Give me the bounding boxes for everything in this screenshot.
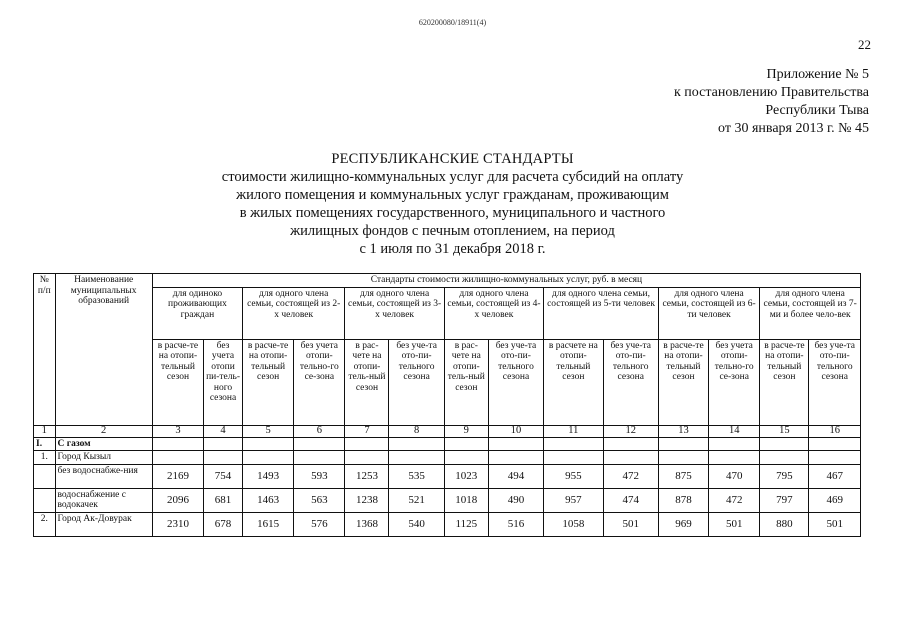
title-heading: РЕСПУБЛИКАНСКИЕ СТАНДАРТЫ [331,151,574,167]
table-cell: 795 [760,464,809,488]
appendix-block [674,66,869,138]
table-cell: 1125 [444,512,488,536]
row-number [34,464,56,488]
column-number: 4 [204,425,243,437]
subcolumn-header: в рас-чете на отопи-тель-ный сезон [345,339,389,425]
subcolumn-header: в рас-чете на отопи-тель-ный сезон [444,339,488,425]
column-number: 1 [34,425,56,437]
table-row [34,464,861,488]
table-cell: 470 [709,464,760,488]
header-row-subcolumns [34,339,861,425]
table-row [34,512,861,536]
subcolumn-header: без уче-та ото-пи-тельного сезона [809,339,861,425]
table-cell: 1238 [345,488,389,512]
subcolumn-header: в расче-те на отопи-тельный сезон [760,339,809,425]
column-number: 10 [488,425,543,437]
appendix-line-3: Республики Тыва [765,103,869,118]
table-cell: 681 [204,488,243,512]
table-cell: 1018 [444,488,488,512]
row-name: Город Ак-Довурак [55,512,152,536]
subcolumn-header: без учета отопи-тельно-го се-зона [709,339,760,425]
group-header: для одного члена семьи, состоящей из 4-х человек [444,287,543,339]
appendix-line-4: от 30 января 2013 г. № 45 [718,121,869,136]
table-cell: 678 [204,512,243,536]
table-cell: 490 [488,488,543,512]
table-cell: 501 [603,512,658,536]
column-number: 7 [345,425,389,437]
column-number: 8 [389,425,444,437]
header-name: Наименование муниципальных образований [55,274,152,426]
group-header: для одиноко проживающих граждан [152,287,242,339]
table-cell: 469 [809,488,861,512]
table-cell: 540 [389,512,444,536]
header-row-groups [34,287,861,339]
table-cell: 878 [658,488,708,512]
title-line-5: с 1 июля по 31 декабря 2018 г. [359,241,546,257]
table-cell: 1368 [345,512,389,536]
table-cell: 474 [603,488,658,512]
title-line-3: в жилых помещениях государственного, муниципального и частного [239,205,666,221]
subcolumn-header: без учета отопи-тельно-го се-зона [294,339,345,425]
subcolumn-header: в расче-те на отопи-тельный сезон [242,339,293,425]
column-number: 6 [294,425,345,437]
header-number: № п/п [34,274,56,426]
table-cell: 1493 [242,464,293,488]
table-cell: 1058 [544,512,603,536]
table-cell: 797 [760,488,809,512]
table-cell: 576 [294,512,345,536]
city-number: 1. [34,451,56,465]
column-number: 15 [760,425,809,437]
appendix-line-1: Приложение № 5 [766,67,869,82]
column-number: 14 [709,425,760,437]
page-number: 22 [858,37,871,52]
header-standards: Стандарты стоимости жилищно-коммунальных услуг, руб. в месяц [152,274,860,288]
subcolumn-header: без уче-та ото-пи-тельного сезона [603,339,658,425]
group-header: для одного члена семьи, состоящей из 6-ти человек [658,287,759,339]
table-cell: 494 [488,464,543,488]
column-number: 16 [809,425,861,437]
section-number: I. [34,437,56,451]
document-number: 620200080/18911(4) [418,18,487,27]
row-name: без водоснабже-ния [55,464,152,488]
row-number [34,488,56,512]
table-cell: 535 [389,464,444,488]
document-title [0,150,905,258]
row-number: 2. [34,512,56,536]
section-row [34,437,861,451]
table-cell: 1253 [345,464,389,488]
column-number: 5 [242,425,293,437]
subcolumn-header: без учета отопи пи-тель-ного сезона [204,339,243,425]
table-cell: 593 [294,464,345,488]
group-header: для одного члена семьи, состоящей из 3-х человек [345,287,444,339]
table-cell: 1463 [242,488,293,512]
column-number: 12 [603,425,658,437]
table-cell: 2310 [152,512,203,536]
appendix-line-2: к постановлению Правительства [673,85,869,100]
table-cell: 501 [809,512,861,536]
group-header: для одного члена семьи, состоящей из 5-ти человек [544,287,659,339]
column-number: 13 [658,425,708,437]
table-cell: 969 [658,512,708,536]
table-cell: 1023 [444,464,488,488]
header-row-1 [34,274,861,288]
table-row [34,488,861,512]
table-cell: 880 [760,512,809,536]
table-cell: 957 [544,488,603,512]
subcolumn-header: без уче-та ото-пи-тельного сезона [389,339,444,425]
subcolumn-header: в расче-те на отопи-тельный сезон [152,339,203,425]
table-cell: 754 [204,464,243,488]
city-row [34,451,861,465]
standards-table [33,273,861,537]
column-number: 11 [544,425,603,437]
title-line-2: жилого помещения и коммунальных услуг гражданам, проживающим [236,187,669,203]
table-cell: 516 [488,512,543,536]
subcolumn-header: в расче-те на отопи-тельный сезон [658,339,708,425]
title-line-4: жилищных фондов с печным отоплением, на период [290,223,615,239]
table-cell: 472 [603,464,658,488]
title-line-1: стоимости жилищно-коммунальных услуг для расчета субсидий на оплату [221,169,684,185]
table-cell: 501 [709,512,760,536]
table-cell: 467 [809,464,861,488]
table-cell: 521 [389,488,444,512]
subcolumn-header: в расчете на отопи-тельный сезон [544,339,603,425]
group-header: для одного члена семьи, состоящей из 7-ми и более чело-век [760,287,861,339]
table-cell: 955 [544,464,603,488]
table-cell: 563 [294,488,345,512]
table-cell: 472 [709,488,760,512]
column-number: 9 [444,425,488,437]
subcolumn-header: без уче-та ото-пи-тельного сезона [488,339,543,425]
table-cell: 1615 [242,512,293,536]
table-cell: 875 [658,464,708,488]
section-name: С газом [55,437,152,451]
column-number: 2 [55,425,152,437]
group-header: для одного члена семьи, состоящей из 2-х человек [242,287,344,339]
table-cell: 2096 [152,488,203,512]
table-cell: 2169 [152,464,203,488]
row-name: водоснабжение с водокачек [55,488,152,512]
city-name: Город Кызыл [55,451,152,465]
column-numbers-row [34,425,861,437]
column-number: 3 [152,425,203,437]
